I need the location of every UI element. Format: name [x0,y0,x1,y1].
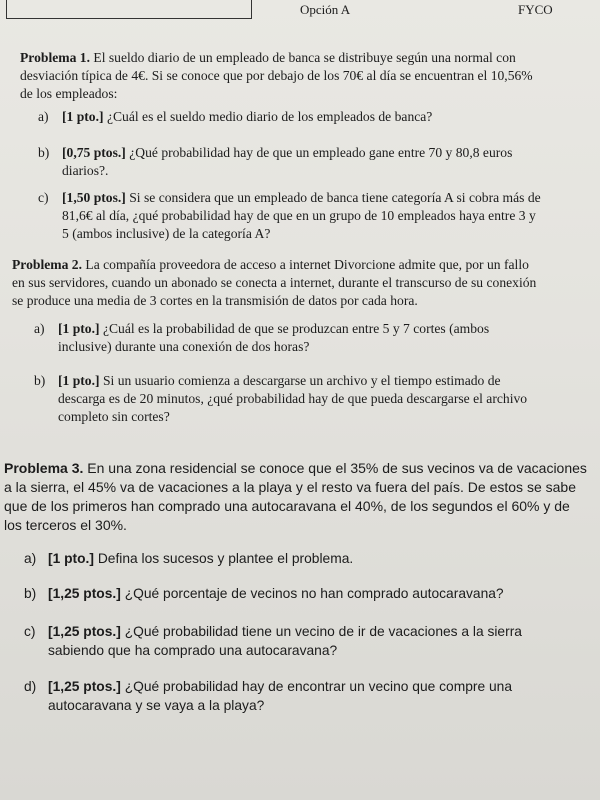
problem-1-line: desviación típica de 4€. Si se conoce que por debajo de los 70€ al día se encuentran el 10,56% [20,68,533,83]
item-text: ¿Qué porcentaje de vecinos no han comprado autocaravana? [124,586,504,601]
item-points: [1 pto.] [58,373,100,388]
item-text: autocaravana y se vaya a la playa? [48,698,265,713]
item-points: [0,75 ptos.] [62,145,126,160]
item-text: 5 (ambos inclusive) de la categoría A? [62,226,271,241]
item-points: [1,50 ptos.] [62,190,126,205]
item-points: [1 pto.] [62,109,104,124]
course-label: FYCO [518,2,553,17]
problem-3-line: En una zona residencial se conoce que el 35% de sus vecinos va de vacaciones [87,460,587,476]
item-label: b) [34,373,46,388]
item-text: ¿Cuál es la probabilidad de que se produzcan entre 5 y 7 cortes (ambos [102,321,490,336]
problem-2-item-b [34,372,589,430]
item-text: diarios?. [62,163,109,178]
item-text: Si un usuario comienza a descargarse un archivo y el tiempo estimado de [102,373,501,388]
item-text: ¿Qué probabilidad hay de que un empleado gane entre 70 y 80,8 euros [129,145,513,160]
problem-1-line: de los empleados: [20,86,118,101]
item-text: sabiendo que ha comprado una autocaravana? [48,643,338,658]
problem-1-statement [20,49,580,103]
problem-2-line: en sus servidores, cuando un abonado se conecta a internet, durante el transcurso de su conexión [12,275,537,290]
item-text: completo sin cortes? [58,409,170,424]
problem-1-item-c [38,189,583,247]
item-text: 81,6€ al día, ¿qué probabilidad hay de que en un grupo de 10 empleados haya entre 3 y [62,208,536,223]
problem-1-title: Problema 1. [20,50,90,65]
item-label: b) [38,145,50,160]
item-text: Si se considera que un empleado de banca tiene categoría A si cobra más de [129,190,541,205]
problem-3-line: a la sierra, el 45% va de vacaciones a la playa y el resto va fuera del país. De estos se sabe [4,479,576,495]
item-text: Defina los sucesos y plantee el problema. [97,551,354,566]
item-points: [1 pto.] [48,551,94,566]
problem-3-line: que de los primeros han comprado una autocaravana el 40%, de los segundos el 60% y de [4,498,570,514]
item-points: [1,25 ptos.] [48,624,121,639]
problem-2-statement [12,256,582,310]
problem-3-statement [4,459,596,535]
problem-2-item-a [34,320,584,360]
problem-1-item-a [38,108,578,128]
option-label: Opción A [300,2,351,17]
problem-3-line: los terceros el 30%. [4,517,127,533]
problem-1-item-b [38,144,578,184]
item-points: [1,25 ptos.] [48,679,121,694]
item-text: ¿Cuál es el sueldo medio diario de los empleados de banca? [106,109,433,124]
item-label: d) [24,679,37,694]
item-points: [1 pto.] [58,321,100,336]
problem-2-line: La compañía proveedora de acceso a internet Divorcione admite que, por un fallo [85,257,529,272]
item-points: [1,25 ptos.] [48,586,121,601]
item-text: inclusive) durante una conexión de dos horas? [58,339,310,354]
problem-3-item-b [24,584,584,604]
item-text: descarga es de 20 minutos, ¿qué probabilidad hay de que pueda descargarse el archivo [58,391,528,406]
item-label: a) [38,109,49,124]
problem-3-item-c [24,622,584,662]
problem-3-item-a [24,549,584,569]
problem-3-title: Problema 3. [4,460,84,476]
problem-1-line: El sueldo diario de un empleado de banca se distribuye según una normal con [93,50,516,65]
name-box [6,0,252,19]
item-label: a) [24,551,37,566]
item-text: ¿Qué probabilidad tiene un vecino de ir de vacaciones a la sierra [124,624,522,639]
item-label: c) [38,190,49,205]
item-label: c) [24,624,36,639]
problem-2-title: Problema 2. [12,257,82,272]
item-text: ¿Qué probabilidad hay de encontrar un vecino que compre una [124,679,513,694]
item-label: a) [34,321,45,336]
problem-3-item-d [24,677,584,717]
problem-2-line: se produce una media de 3 cortes en la transmisión de datos por cada hora. [12,293,418,308]
item-label: b) [24,586,37,601]
